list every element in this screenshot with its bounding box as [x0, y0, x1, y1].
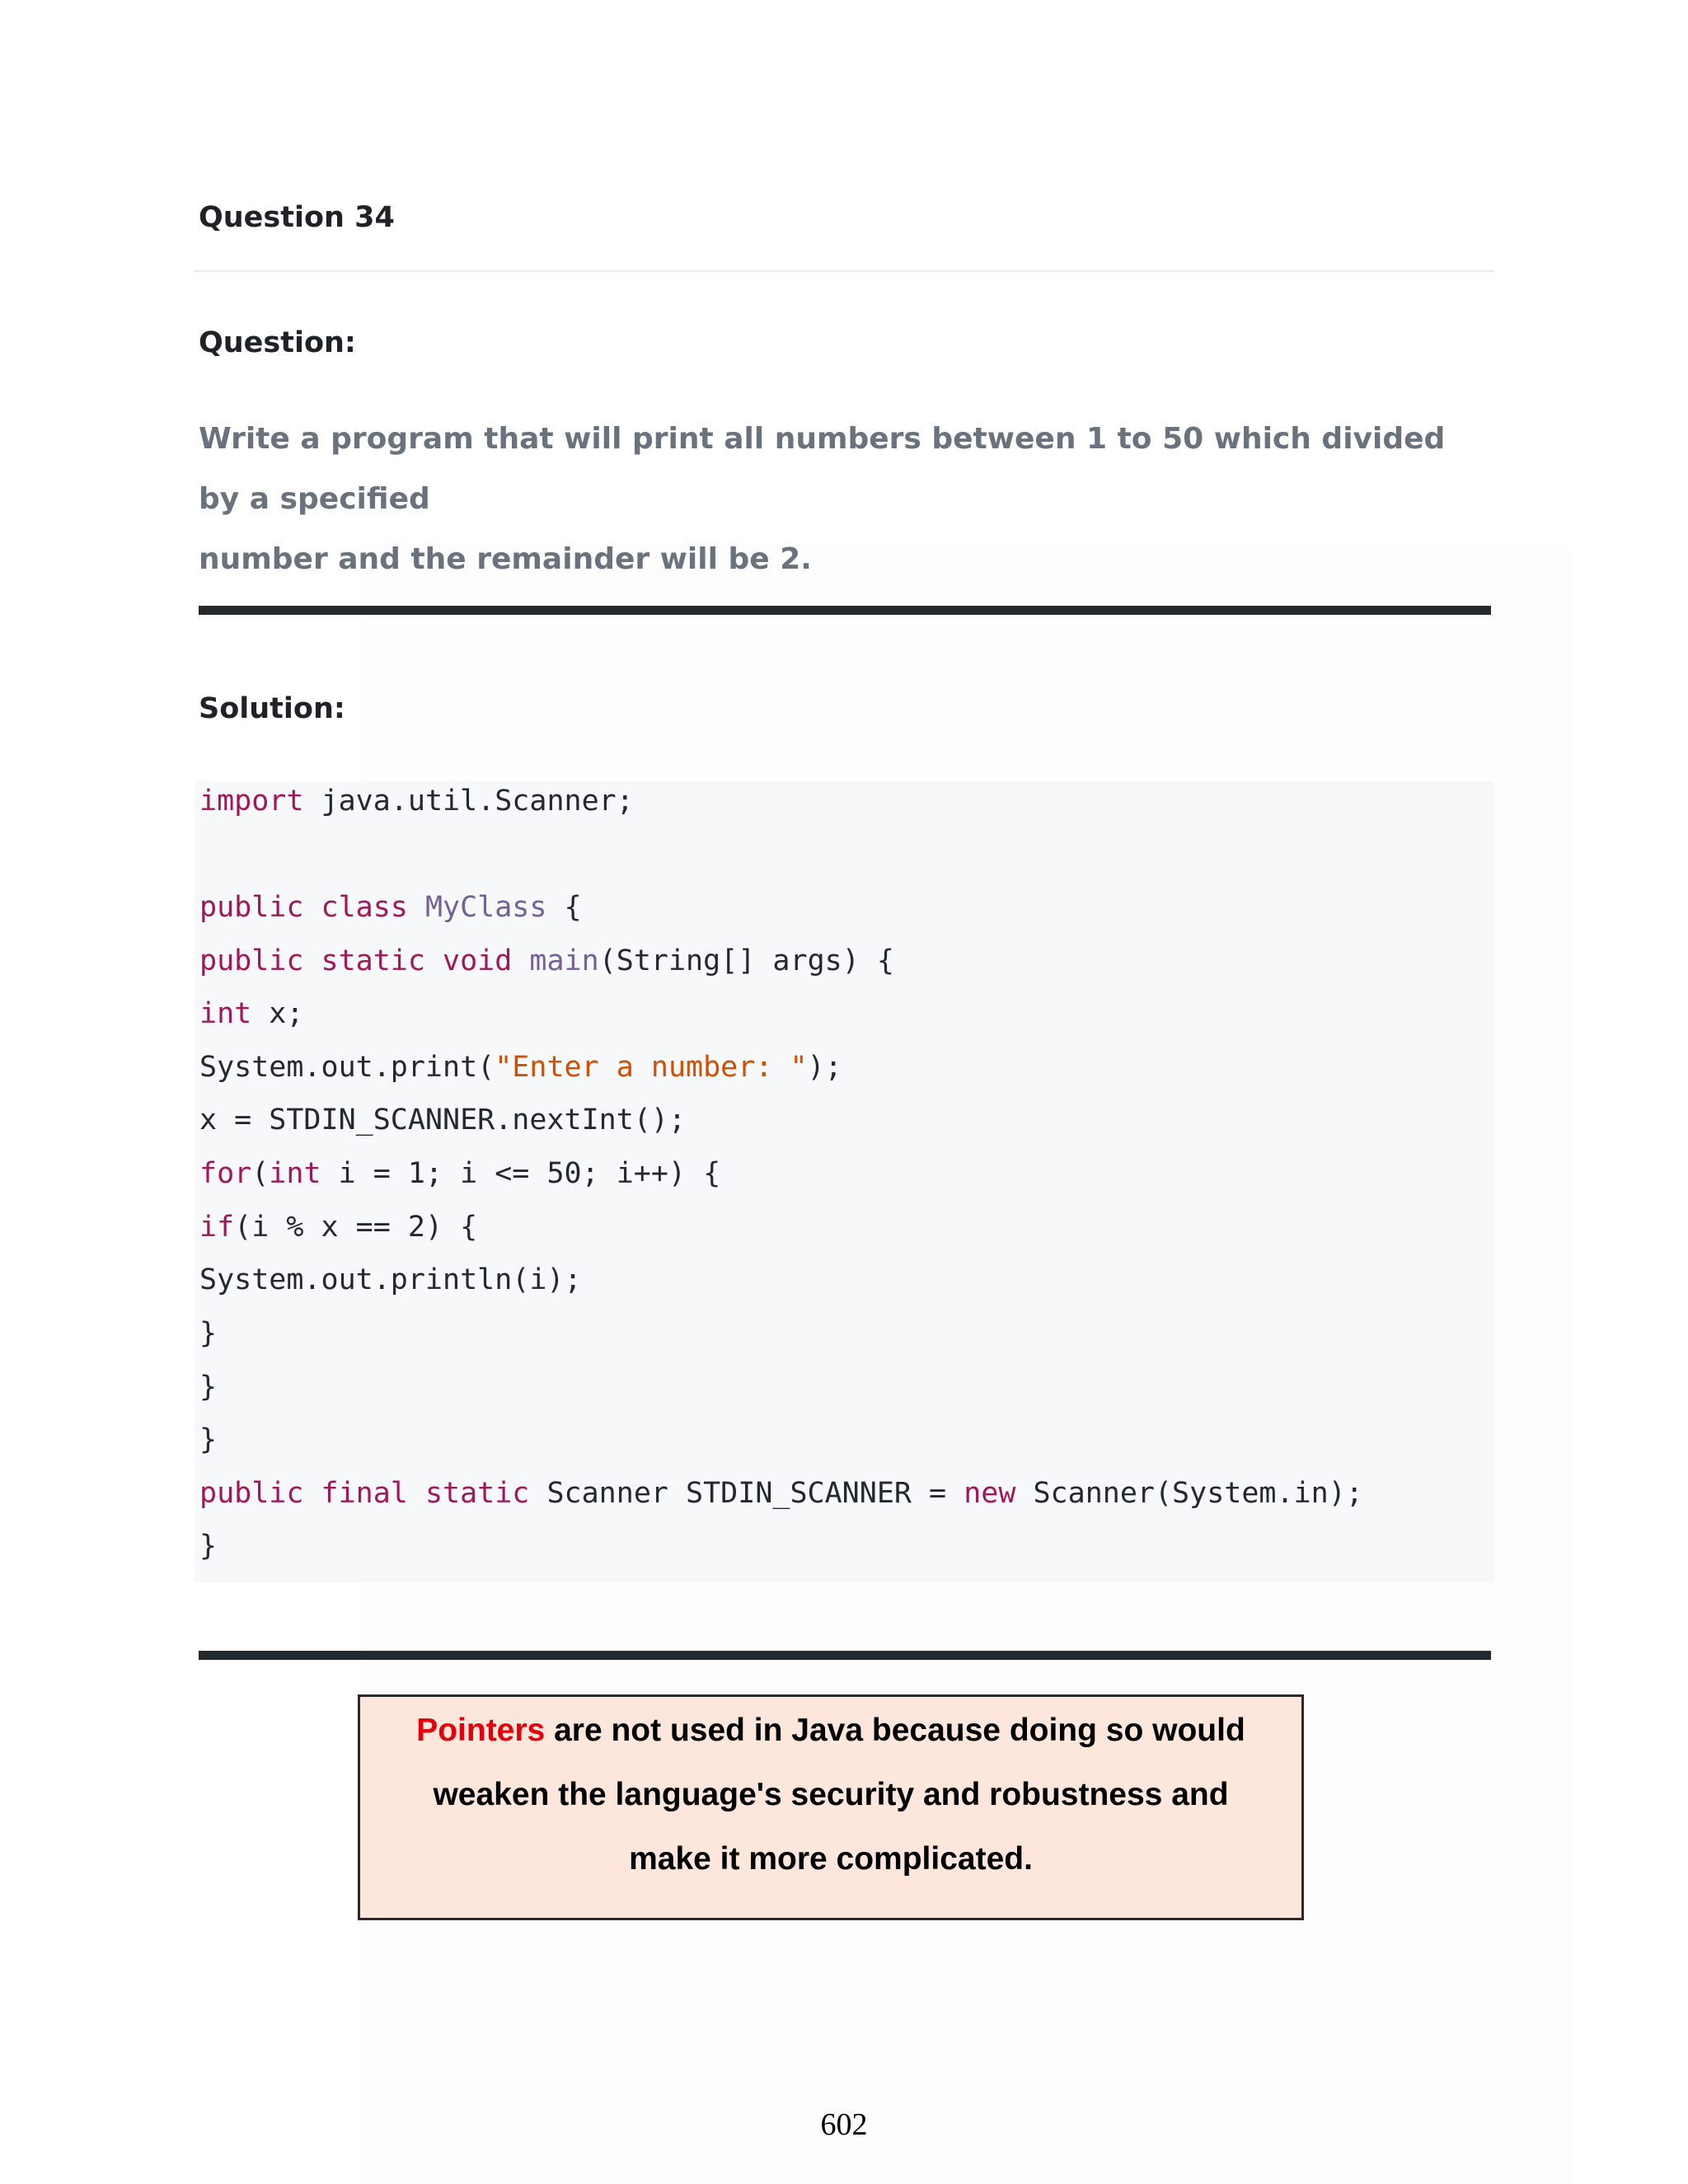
- note-text: are not used in Java because doing so would: [545, 1713, 1245, 1748]
- code-text: {: [546, 891, 582, 924]
- question-text-line-1: Write a program that will print all numbers between 1 to 50 which divided by a specified: [199, 422, 1446, 516]
- code-keyword: new: [964, 1477, 1016, 1510]
- code-text: x;: [251, 997, 304, 1030]
- code-text: );: [807, 1051, 842, 1084]
- code-text: (i % x == 2) {: [234, 1211, 478, 1244]
- code-keyword: void: [443, 944, 513, 977]
- code-line-10: System.out.println(i);: [199, 1263, 582, 1296]
- code-line-7: x = STDIN_SCANNER.nextInt();: [199, 1104, 687, 1137]
- code-text: Scanner STDIN_SCANNER =: [529, 1477, 964, 1510]
- page-number: 602: [820, 2107, 868, 2142]
- code-text: Scanner(System.in);: [1015, 1477, 1363, 1510]
- code-keyword: public: [199, 891, 304, 924]
- code-function-name: main: [529, 944, 599, 977]
- code-keyword: import: [199, 785, 304, 818]
- code-keyword: public: [199, 944, 304, 977]
- note-line-1: [360, 1699, 1301, 1763]
- code-text: (String[] args) {: [598, 944, 894, 977]
- code-line-1: [199, 781, 634, 821]
- code-block: [195, 781, 1493, 1582]
- question-text-line-2: number and the remainder will be 2.: [199, 542, 812, 576]
- code-keyword: for: [199, 1157, 252, 1190]
- note-highlight: Pointers: [416, 1713, 546, 1748]
- code-keyword: final: [321, 1477, 408, 1510]
- code-line-14: [199, 1474, 1363, 1513]
- code-keyword: class: [321, 891, 408, 924]
- code-keyword: int: [269, 1157, 321, 1190]
- code-line-9: [199, 1207, 477, 1247]
- section-divider-top: [199, 606, 1491, 615]
- code-line-8: [199, 1154, 720, 1193]
- code-keyword: int: [199, 997, 252, 1030]
- solution-label: Solution:: [199, 692, 345, 725]
- code-keyword: static: [424, 1477, 530, 1510]
- heading-divider: [195, 270, 1493, 272]
- code-string: "Enter a number: ": [495, 1051, 808, 1084]
- code-line-4: [199, 941, 894, 981]
- code-class-name: MyClass: [424, 891, 547, 924]
- code-keyword: if: [199, 1211, 235, 1244]
- code-text: i = 1; i <= 50; i++) {: [321, 1157, 721, 1190]
- code-line-12: }: [199, 1371, 218, 1404]
- code-keyword: public: [199, 1477, 304, 1510]
- code-line-6: [199, 1047, 842, 1087]
- code-line-13: }: [199, 1423, 218, 1456]
- code-line-11: }: [199, 1317, 218, 1350]
- code-line-5: [199, 994, 303, 1033]
- note-line-2: weaken the language's security and robustness and: [433, 1777, 1229, 1812]
- section-divider-bottom: [199, 1651, 1491, 1660]
- code-text: System.out.print(: [199, 1051, 495, 1084]
- code-text: java.util.Scanner;: [303, 785, 634, 818]
- info-note-box: [358, 1694, 1304, 1920]
- question-label: Question:: [199, 326, 356, 359]
- question-number-heading: Question 34: [199, 201, 395, 234]
- code-line-15: }: [199, 1530, 218, 1563]
- question-text: [199, 409, 1493, 589]
- code-keyword: static: [321, 944, 425, 977]
- note-line-3: make it more complicated.: [629, 1841, 1033, 1877]
- code-line-3: [199, 888, 582, 927]
- code-text: (: [251, 1157, 270, 1190]
